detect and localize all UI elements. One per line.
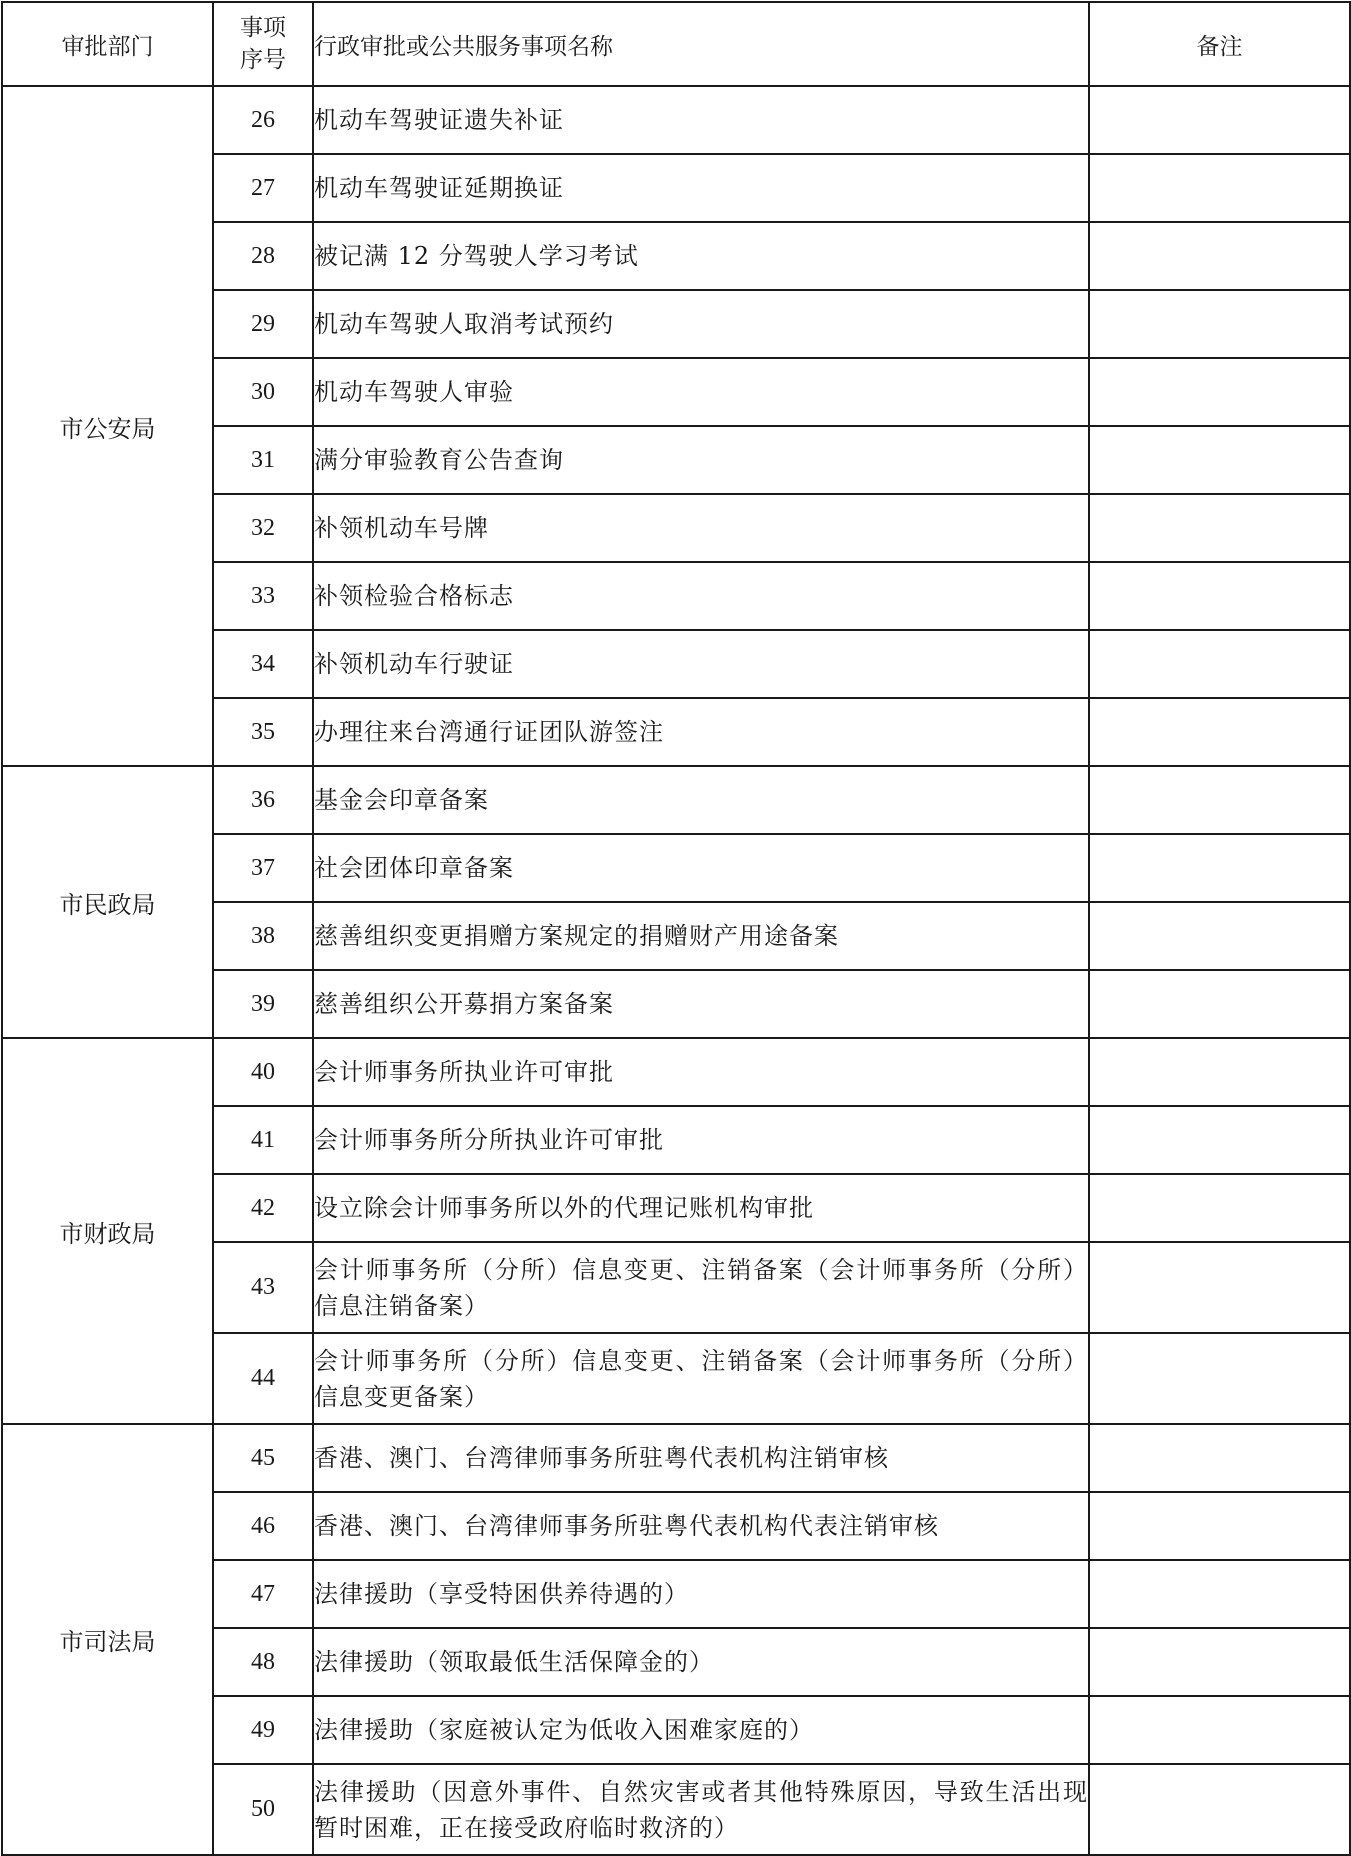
item-remark: [1089, 1492, 1350, 1560]
item-remark: [1089, 86, 1350, 154]
dept-cell: 市财政局: [2, 1038, 213, 1424]
approval-items-table: [1, 1, 1351, 1856]
item-no: 31: [213, 426, 313, 494]
item-name: 法律援助（因意外事件、自然灾害或者其他特殊原因，导致生活出现暂时困难，正在接受政府临时救济的）: [313, 1764, 1089, 1855]
item-no: 27: [213, 154, 313, 222]
item-no: 35: [213, 698, 313, 766]
item-remark: [1089, 1628, 1350, 1696]
item-no: 29: [213, 290, 313, 358]
item-no: 40: [213, 1038, 313, 1106]
header-item-no: [213, 2, 313, 86]
item-name: 社会团体印章备案: [313, 834, 1089, 902]
item-no: 36: [213, 766, 313, 834]
item-name: 慈善组织变更捐赠方案规定的捐赠财产用途备案: [313, 902, 1089, 970]
item-name: 补领检验合格标志: [313, 562, 1089, 630]
item-name: 法律援助（享受特困供养待遇的）: [313, 1560, 1089, 1628]
item-no: 48: [213, 1628, 313, 1696]
item-remark: [1089, 1696, 1350, 1764]
item-remark: [1089, 1242, 1350, 1333]
item-remark: [1089, 290, 1350, 358]
item-remark: [1089, 494, 1350, 562]
item-no: 47: [213, 1560, 313, 1628]
header-item-no-line2: 序号: [240, 47, 286, 73]
item-name: 会计师事务所（分所）信息变更、注销备案（会计师事务所（分所）信息变更备案）: [313, 1333, 1089, 1424]
item-remark: [1089, 1038, 1350, 1106]
item-remark: [1089, 1764, 1350, 1855]
item-name: 机动车驾驶人审验: [313, 358, 1089, 426]
item-name: 会计师事务所执业许可审批: [313, 1038, 1089, 1106]
item-remark: [1089, 970, 1350, 1038]
item-remark: [1089, 222, 1350, 290]
item-no: 32: [213, 494, 313, 562]
header-dept: 审批部门: [2, 2, 213, 86]
item-name: 香港、澳门、台湾律师事务所驻粤代表机构注销审核: [313, 1424, 1089, 1492]
item-remark: [1089, 426, 1350, 494]
item-no: 44: [213, 1333, 313, 1424]
item-remark: [1089, 358, 1350, 426]
item-remark: [1089, 1174, 1350, 1242]
dept-cell: 市民政局: [2, 766, 213, 1038]
table-row: [2, 86, 1350, 154]
table-row: [2, 766, 1350, 834]
item-no: 43: [213, 1242, 313, 1333]
item-remark: [1089, 834, 1350, 902]
item-remark: [1089, 154, 1350, 222]
item-no: 46: [213, 1492, 313, 1560]
dept-cell: 市公安局: [2, 86, 213, 766]
item-remark: [1089, 902, 1350, 970]
header-item-name: 行政审批或公共服务事项名称: [313, 2, 1089, 86]
item-name: 办理往来台湾通行证团队游签注: [313, 698, 1089, 766]
item-name: 法律援助（家庭被认定为低收入困难家庭的）: [313, 1696, 1089, 1764]
item-name: 满分审验教育公告查询: [313, 426, 1089, 494]
header-remark: 备注: [1089, 2, 1350, 86]
item-name: 机动车驾驶人取消考试预约: [313, 290, 1089, 358]
item-no: 30: [213, 358, 313, 426]
item-no: 33: [213, 562, 313, 630]
item-no: 34: [213, 630, 313, 698]
item-no: 39: [213, 970, 313, 1038]
item-name: 法律援助（领取最低生活保障金的）: [313, 1628, 1089, 1696]
item-name: 补领机动车行驶证: [313, 630, 1089, 698]
item-name: 补领机动车号牌: [313, 494, 1089, 562]
item-name: 慈善组织公开募捐方案备案: [313, 970, 1089, 1038]
item-no: 50: [213, 1764, 313, 1855]
item-no: 38: [213, 902, 313, 970]
item-no: 37: [213, 834, 313, 902]
item-remark: [1089, 630, 1350, 698]
item-name: 设立除会计师事务所以外的代理记账机构审批: [313, 1174, 1089, 1242]
header-item-no-line1: 事项: [240, 15, 286, 41]
item-no: 49: [213, 1696, 313, 1764]
item-name: 被记满 12 分驾驶人学习考试: [313, 222, 1089, 290]
item-remark: [1089, 562, 1350, 630]
item-no: 41: [213, 1106, 313, 1174]
item-name: 基金会印章备案: [313, 766, 1089, 834]
dept-cell: 市司法局: [2, 1424, 213, 1855]
table-row: [2, 1038, 1350, 1106]
item-name: 会计师事务所（分所）信息变更、注销备案（会计师事务所（分所）信息注销备案）: [313, 1242, 1089, 1333]
item-remark: [1089, 766, 1350, 834]
table-header-row: [2, 2, 1350, 86]
item-remark: [1089, 1560, 1350, 1628]
item-remark: [1089, 1333, 1350, 1424]
item-remark: [1089, 1106, 1350, 1174]
item-remark: [1089, 698, 1350, 766]
item-remark: [1089, 1424, 1350, 1492]
item-name: 香港、澳门、台湾律师事务所驻粤代表机构代表注销审核: [313, 1492, 1089, 1560]
item-name: 会计师事务所分所执业许可审批: [313, 1106, 1089, 1174]
item-no: 26: [213, 86, 313, 154]
item-no: 42: [213, 1174, 313, 1242]
item-no: 28: [213, 222, 313, 290]
table-row: [2, 1424, 1350, 1492]
item-name: 机动车驾驶证遗失补证: [313, 86, 1089, 154]
item-name: 机动车驾驶证延期换证: [313, 154, 1089, 222]
item-no: 45: [213, 1424, 313, 1492]
